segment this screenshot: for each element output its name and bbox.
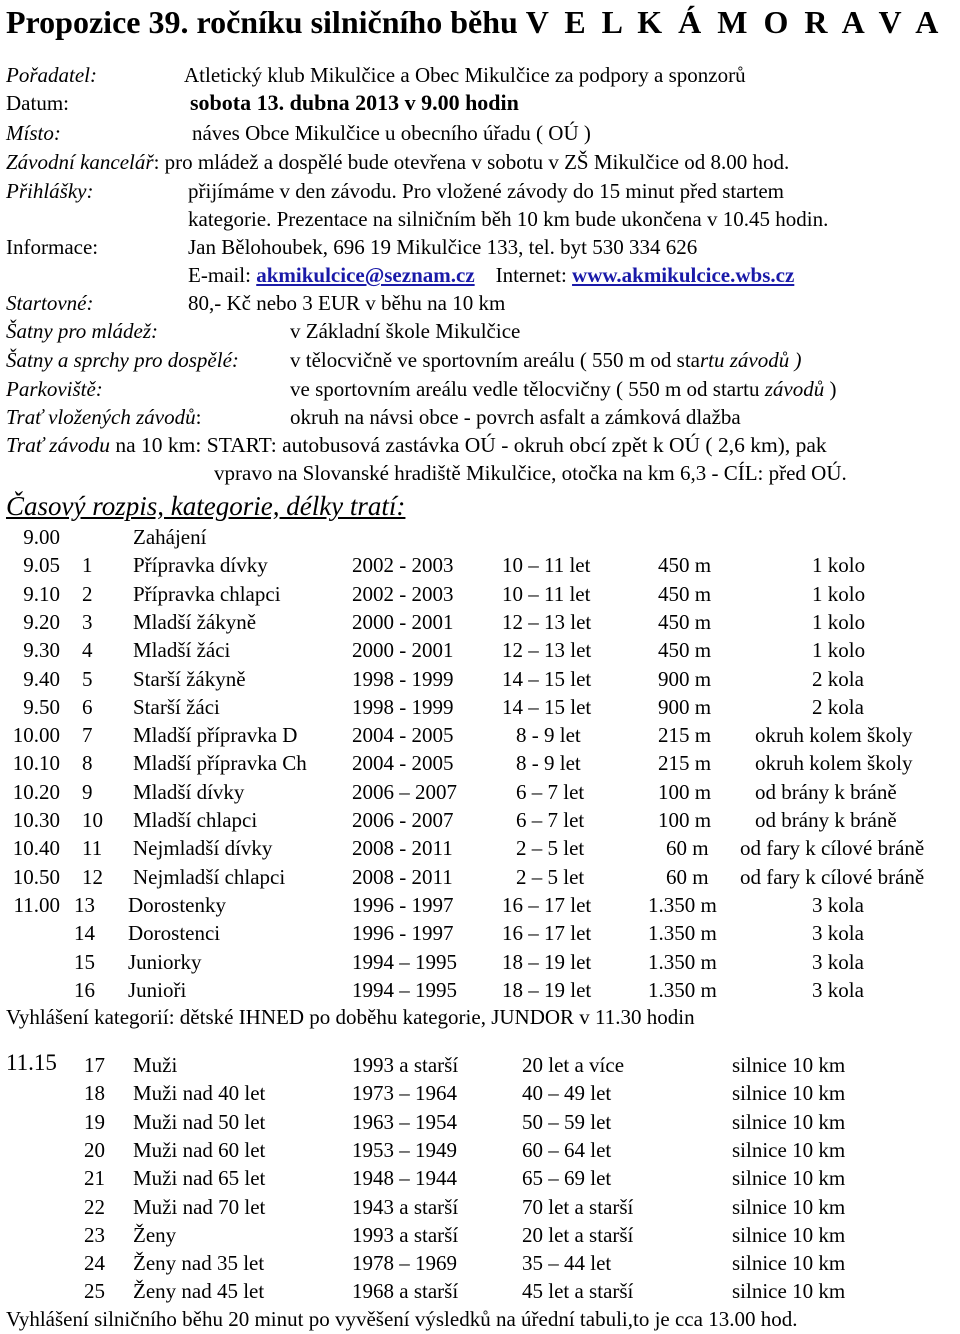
row-age: 2 – 5 let — [516, 836, 585, 861]
row-distance: 100 m — [658, 779, 712, 804]
row-laps: 2 kola — [812, 694, 864, 719]
row-age: 16 – 17 let — [502, 921, 592, 946]
row-laps: okruh kolem školy — [755, 723, 913, 748]
row-time: 9.30 — [23, 638, 60, 663]
row-number: 13 — [74, 892, 95, 917]
row-number: 1 — [82, 553, 93, 578]
row-number: 5 — [82, 666, 93, 691]
row-age: 40 – 49 let — [522, 1081, 612, 1106]
row-laps: 3 kola — [812, 977, 864, 1002]
website-link[interactable]: www.akmikulcice.wbs.cz — [572, 263, 795, 287]
row-time: 10.50 — [12, 864, 60, 889]
row-number: 19 — [84, 1109, 105, 1134]
row-number: 16 — [74, 977, 95, 1002]
row-distance: 450 m — [658, 581, 712, 606]
row-category: Muži nad 40 let — [133, 1081, 266, 1106]
row-distance: 215 m — [658, 723, 712, 748]
row-laps: 3 kola — [812, 921, 864, 946]
row-distance: 450 m — [658, 638, 712, 663]
row-number: 20 — [84, 1137, 105, 1162]
misto-value: náves Obce Mikulčice u obecního úřadu ( OÚ ) — [192, 121, 591, 145]
row-category: Nejmladší dívky — [133, 836, 273, 861]
row-age: 65 – 69 let — [522, 1166, 612, 1191]
row-number: 23 — [84, 1222, 105, 1247]
row-age: 20 let a starší — [522, 1222, 634, 1247]
row-number: 10 — [82, 808, 103, 832]
row-number: 7 — [82, 723, 93, 748]
row-category: Mladší chlapci — [133, 808, 258, 832]
satny-mladez-label: Šatny pro mládež: — [6, 319, 159, 343]
row-laps: 3 kola — [812, 892, 864, 917]
row-distance: silnice 10 km — [732, 1166, 846, 1191]
row-number: 21 — [84, 1166, 105, 1191]
row-category: Dorostenky — [128, 892, 226, 917]
row-distance: 60 m — [666, 864, 709, 889]
page-title: Propozice 39. ročníku silničního běhu V E L K Á M O R A V A — [6, 4, 943, 40]
row-category: Muži nad 50 let — [133, 1109, 266, 1134]
row-number: 3 — [82, 609, 93, 634]
row-years: 2002 - 2003 — [352, 581, 454, 606]
row-number: 9 — [82, 779, 93, 804]
row-distance: silnice 10 km — [732, 1053, 846, 1077]
row-distance: silnice 10 km — [732, 1109, 846, 1134]
row-category: Muži nad 65 let — [133, 1166, 266, 1191]
row-distance: silnice 10 km — [732, 1081, 846, 1106]
contact-line: E-mail: akmikulcice@seznam.cz Internet: www.akmikulcice.wbs.cz — [188, 263, 795, 287]
row-category: Dorostenci — [128, 921, 221, 946]
row-years: 2006 – 2007 — [352, 779, 457, 804]
row-distance: 900 m — [658, 666, 712, 691]
row-laps: od brány k bráně — [755, 808, 897, 832]
datum-value: sobota 13. dubna 2013 v 9.00 hodin — [190, 90, 519, 115]
row-age: 60 – 64 let — [522, 1137, 612, 1162]
startovne-value: 80,- Kč nebo 3 EUR v běhu na 10 km — [188, 291, 506, 315]
row-years: 1996 - 1997 — [352, 921, 454, 946]
row-time: 9.20 — [23, 609, 60, 634]
row-age: 70 let a starší — [522, 1194, 634, 1219]
row-age: 18 – 19 let — [502, 949, 592, 974]
row-laps: 2 kola — [812, 666, 864, 691]
row-category: Ženy nad 35 let — [133, 1251, 265, 1276]
row-age: 10 – 11 let — [502, 581, 591, 606]
row-number: 17 — [84, 1053, 105, 1077]
row-age: 16 – 17 let — [502, 892, 592, 917]
row-years: 2004 - 2005 — [352, 723, 454, 748]
row-years: 1943 a starší — [352, 1194, 459, 1219]
row-time: 11.00 — [13, 892, 60, 917]
row-number: 12 — [82, 864, 103, 889]
row-laps: 3 kola — [812, 949, 864, 974]
row-age: 6 – 7 let — [516, 808, 585, 832]
startovne-label: Startovné: — [6, 291, 94, 315]
row-laps: 1 kolo — [812, 581, 866, 606]
row-time: 9.05 — [23, 553, 60, 578]
informace-value: Jan Bělohoubek, 696 19 Mikulčice 133, tel. byt 530 334 626 — [188, 235, 698, 259]
row-number: 4 — [82, 638, 93, 663]
row-distance: 450 m — [658, 553, 712, 578]
row-years: 1968 a starší — [352, 1279, 459, 1304]
row-time: 9.10 — [23, 581, 60, 606]
row-time: 10.20 — [12, 779, 60, 804]
row-category: Ženy — [133, 1222, 177, 1247]
row-distance: 215 m — [658, 751, 712, 776]
row-years: 2008 - 2011 — [352, 864, 453, 889]
row-distance: 1.350 m — [648, 949, 717, 974]
row-age: 14 – 15 let — [502, 666, 592, 691]
row-laps: 1 kolo — [812, 609, 866, 634]
row-distance: 1.350 m — [648, 921, 717, 946]
row-category: Muži nad 60 let — [133, 1137, 266, 1162]
row-age: 6 – 7 let — [516, 779, 585, 804]
row-category: Mladší přípravka Ch — [133, 751, 307, 776]
row-number: 24 — [84, 1251, 105, 1276]
row-number: 8 — [82, 751, 93, 776]
row-distance: 1.350 m — [648, 892, 717, 917]
row-years: 2004 - 2005 — [352, 751, 454, 776]
poradatel-value: Atletický klub Mikulčice a Obec Mikulčice za podpory a sponzorů — [184, 63, 746, 87]
row-distance: 450 m — [658, 609, 712, 634]
row-age: 14 – 15 let — [502, 694, 592, 719]
row-category: Mladší přípravka D — [133, 723, 298, 748]
row-distance: 1.350 m — [648, 977, 717, 1002]
row-years: 1953 – 1949 — [352, 1137, 457, 1162]
kancelar-label: Závodní kancelář — [6, 150, 154, 174]
trat-zavodu-line-1: Trať závodu na 10 km: START: autobusová zastávka OÚ - okruh obcí zpět k OÚ ( 2,6 km), pak — [6, 433, 827, 457]
satny-dospele-label: Šatny a sprchy pro dospělé: — [6, 348, 239, 372]
kancelar-value: : pro mládež a dospělé bude otevřena v sobotu v ZŠ Mikulčice od 8.00 hod. — [153, 150, 790, 174]
row-category: Přípravka chlapci — [133, 581, 281, 606]
row-years: 1996 - 1997 — [352, 892, 454, 917]
row-laps: od brány k bráně — [755, 779, 897, 804]
row-years: 2006 - 2007 — [352, 808, 454, 832]
row-category: Mladší dívky — [133, 779, 245, 804]
row-distance: silnice 10 km — [732, 1251, 846, 1276]
row-age: 35 – 44 let — [522, 1251, 612, 1276]
kancelar-line — [6, 149, 789, 175]
row-time: 9.40 — [23, 666, 60, 691]
row-number: 2 — [82, 581, 93, 606]
row-time: 9.50 — [23, 694, 60, 719]
trat-vlozenych-label: Trať vložených závodů: — [6, 405, 202, 429]
row-laps: 1 kolo — [812, 553, 866, 578]
row-age: 18 – 19 let — [502, 977, 592, 1002]
row-years: 1973 – 1964 — [352, 1081, 457, 1106]
row-time: 10.30 — [12, 808, 60, 832]
row-category: Mladší žákyně — [133, 609, 257, 634]
row-category: Mladší žáci — [133, 638, 231, 663]
row-number: 25 — [84, 1279, 105, 1304]
row-category: Muži — [133, 1053, 178, 1077]
row-years: 1994 – 1995 — [352, 977, 457, 1002]
row-laps: 1 kolo — [812, 638, 866, 663]
prihlasky-label: Přihlášky: — [6, 179, 94, 203]
email-link[interactable]: akmikulcice@seznam.cz — [256, 263, 475, 287]
row-number: 15 — [74, 949, 95, 974]
row-laps: od fary k cílové bráně — [740, 864, 925, 889]
row-laps: od fary k cílové bráně — [740, 836, 925, 861]
row-distance: silnice 10 km — [732, 1279, 846, 1304]
row-years: 2000 - 2001 — [352, 609, 454, 634]
satny-dospele-value: v tělocvičně ve sportovním areálu ( 550 m od startu závodů ) — [290, 348, 802, 372]
row-age: 20 let a více — [522, 1053, 625, 1077]
row-age: 10 – 11 let — [502, 553, 591, 578]
row-age: 45 let a starší — [522, 1279, 634, 1304]
row-age: 50 – 59 let — [522, 1109, 612, 1134]
race-name: V E L K Á M O R A V A — [525, 4, 943, 40]
row-category: Přípravka dívky — [133, 553, 268, 578]
trat-zavodu-line-2: vpravo na Slovanské hradiště Mikulčice, otočka na km 6,3 - CÍL: před OÚ. — [214, 461, 847, 485]
row-years: 1998 - 1999 — [352, 694, 454, 719]
row-laps: okruh kolem školy — [755, 751, 913, 776]
schedule-heading: Časový rozpis, kategorie, délky tratí: — [6, 491, 406, 521]
row-distance: silnice 10 km — [732, 1194, 846, 1219]
row-age: 8 - 9 let — [516, 723, 581, 748]
row-category: Ženy nad 45 let — [133, 1279, 265, 1304]
prihlasky-value-2: kategorie. Prezentace na silničním běh 10 km bude ukončena v 10.45 hodin. — [188, 207, 829, 231]
row-time: 9.00 — [23, 525, 60, 549]
row-number: 18 — [84, 1081, 105, 1106]
informace-label: Informace: — [6, 235, 99, 259]
announce-youth: Vyhlášení kategorií: dětské IHNED po doběhu kategorie, JUNDOR v 11.30 hodin — [6, 1005, 695, 1029]
misto-label: Místo: — [6, 121, 61, 145]
row-age: 2 – 5 let — [516, 864, 585, 889]
announce-final: Vyhlášení silničního běhu 20 minut po vyvěšení výsledků na úřední tabuli,to je cca 13.00 hod. — [6, 1307, 798, 1331]
row-category: Nejmladší chlapci — [133, 864, 286, 889]
row-time: 10.40 — [12, 836, 60, 861]
row-distance: silnice 10 km — [732, 1137, 846, 1162]
row-years: 1963 – 1954 — [352, 1109, 457, 1134]
row-years: 1993 a starší — [352, 1053, 459, 1077]
row-category: Muži nad 70 let — [133, 1194, 266, 1219]
row-years: 1994 – 1995 — [352, 949, 457, 974]
row-number: 14 — [74, 921, 95, 946]
parkoviste-value: ve sportovním areálu vedle tělocvičny ( 550 m od startu závodů ) — [290, 377, 837, 401]
row-distance: 900 m — [658, 694, 712, 719]
row-age: 12 – 13 let — [502, 638, 592, 663]
row-distance: 60 m — [666, 836, 709, 861]
row-years: 2000 - 2001 — [352, 638, 454, 663]
row-number: 6 — [82, 694, 93, 719]
row-category: Zahájení — [133, 525, 207, 549]
row-number: 11 — [82, 836, 103, 861]
adult-start-time: 11.15 — [6, 1050, 57, 1075]
row-distance: 100 m — [658, 808, 712, 832]
datum-label: Datum: — [6, 91, 69, 115]
row-category: Junioři — [128, 977, 187, 1002]
row-years: 1993 a starší — [352, 1222, 459, 1247]
row-age: 8 - 9 let — [516, 751, 581, 776]
row-years: 1998 - 1999 — [352, 666, 454, 691]
satny-mladez-value: v Základní škole Mikulčice — [290, 319, 521, 343]
row-category: Starší žáci — [133, 694, 220, 719]
row-years: 1948 – 1944 — [352, 1166, 457, 1191]
row-years: 1978 – 1969 — [352, 1251, 457, 1276]
trat-vlozenych-value: okruh na návsi obce - povrch asfalt a zámková dlažba — [290, 405, 741, 429]
row-category: Juniorky — [128, 949, 202, 974]
row-category: Starší žákyně — [133, 666, 246, 691]
row-years: 2008 - 2011 — [352, 836, 453, 861]
poradatel-label: Pořadatel: — [6, 63, 97, 87]
parkoviste-label: Parkoviště: — [6, 377, 103, 401]
row-time: 10.10 — [12, 751, 60, 776]
row-years: 2002 - 2003 — [352, 553, 454, 578]
row-time: 10.00 — [12, 723, 60, 748]
row-distance: silnice 10 km — [732, 1222, 846, 1247]
row-number: 22 — [84, 1194, 105, 1219]
row-age: 12 – 13 let — [502, 609, 592, 634]
prihlasky-value-1: přijímáme v den závodu. Pro vložené závody do 15 minut před startem — [188, 179, 785, 203]
